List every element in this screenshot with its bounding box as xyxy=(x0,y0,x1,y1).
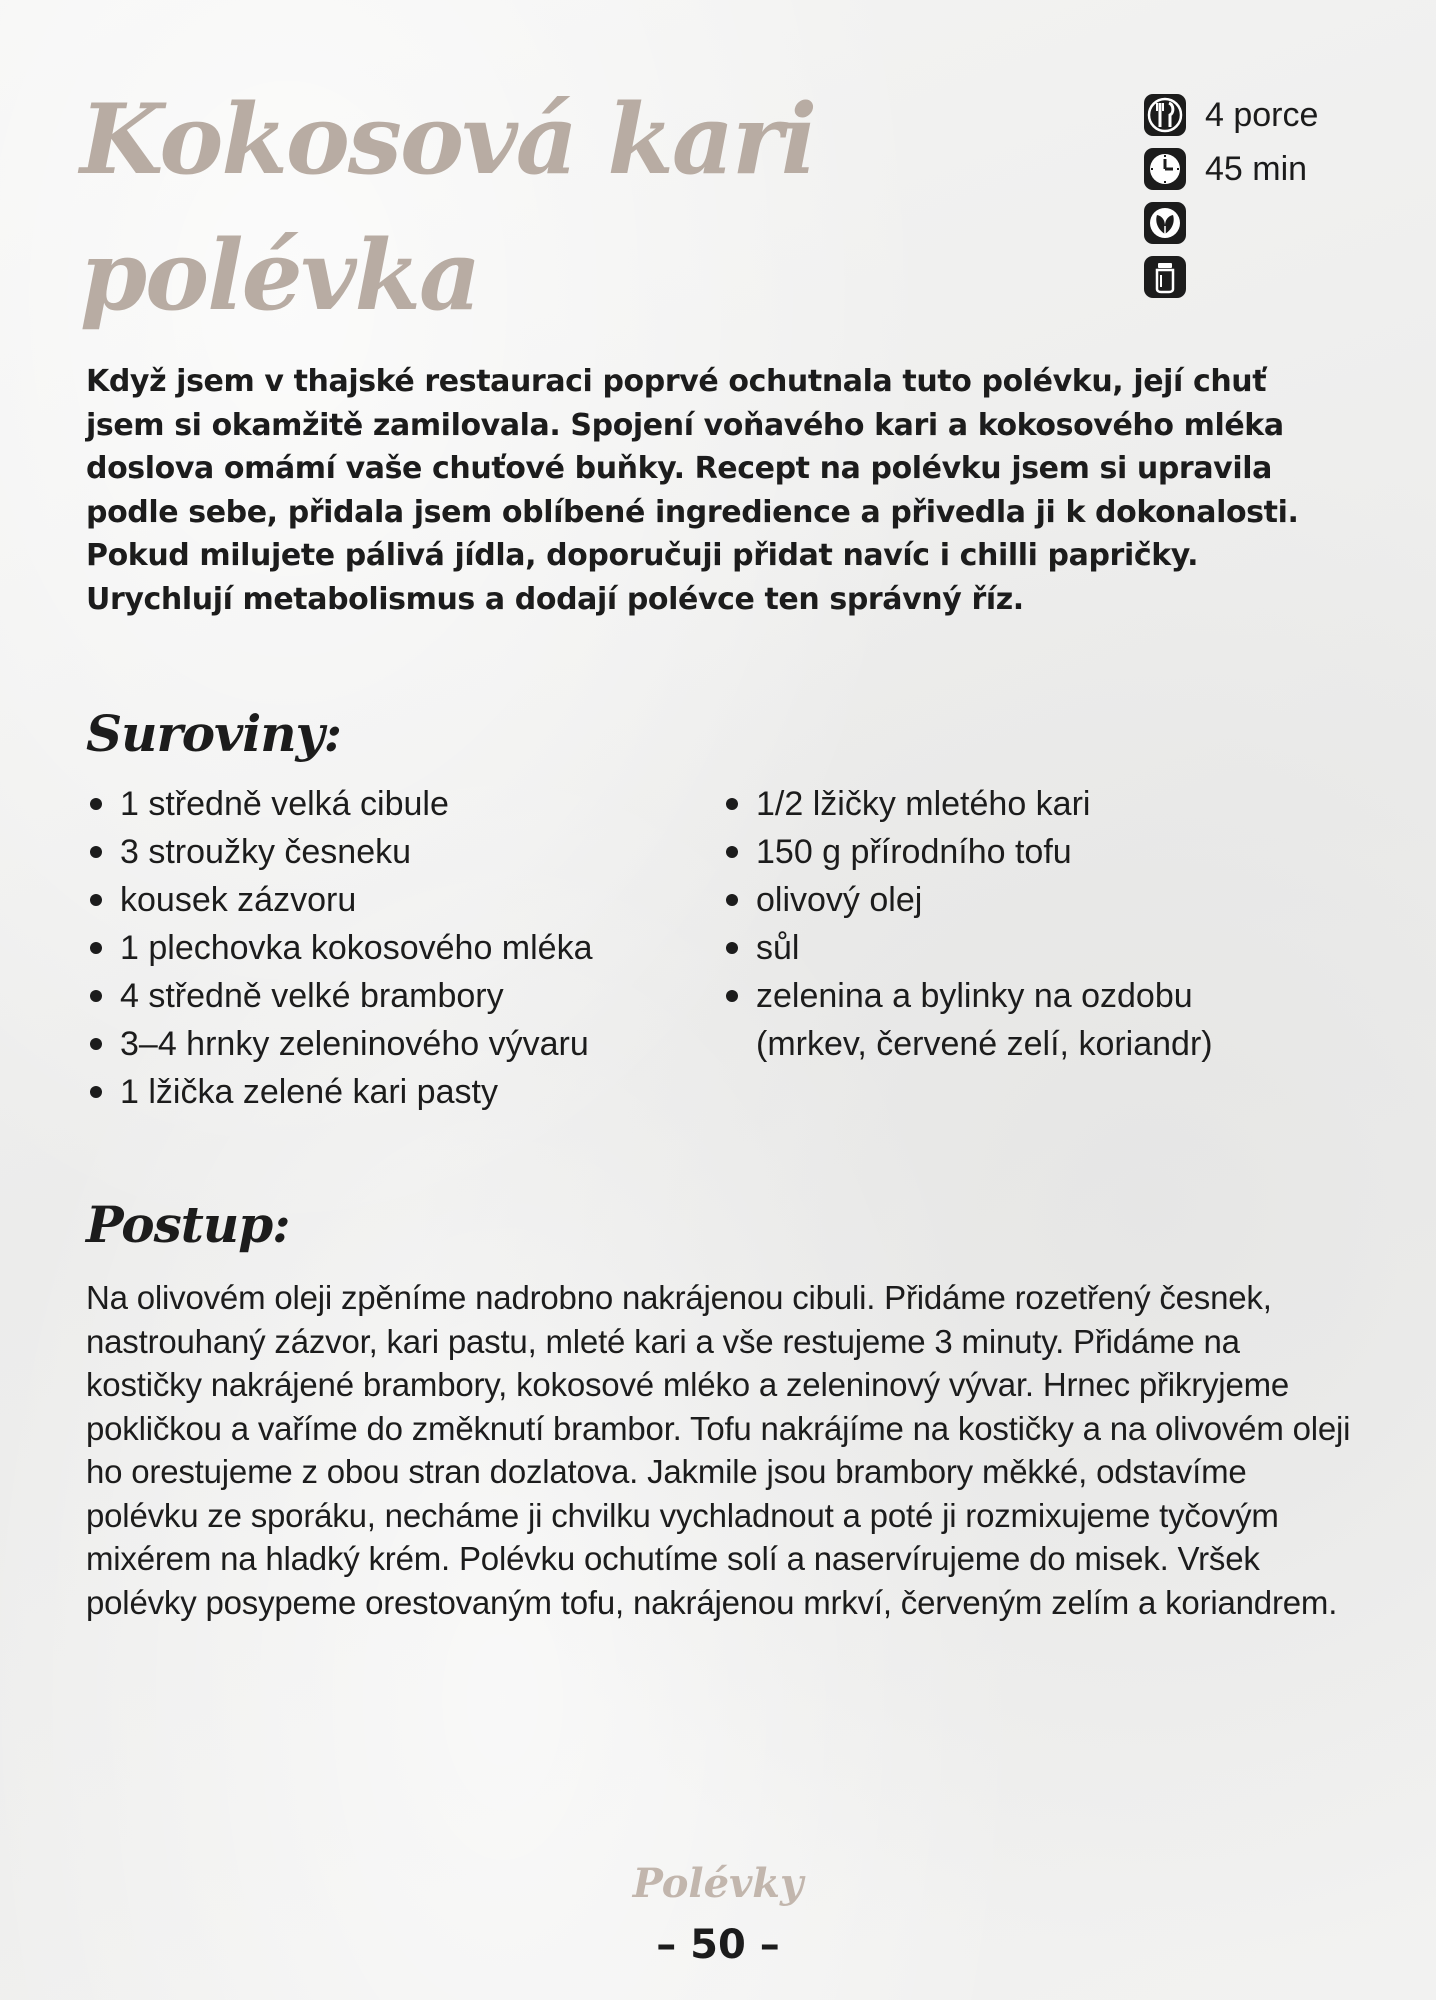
ingredient-item: 3 stroužky česneku xyxy=(86,828,686,876)
bullet-icon xyxy=(726,798,738,810)
ingredient-item: zelenina a bylinky na ozdobu (mrkev, červené zelí, koriandr) xyxy=(722,972,1276,1068)
ingredient-item: 1 plechovka kokosového mléka xyxy=(86,924,686,972)
recipe-steps: Na olivovém oleji zpěníme nadrobno nakrájenou cibuli. Přidáme rozetřený česnek, nastrouhaný zázvor, kari pastu, mleté kari a vše restujeme 3 minuty. Přidáme na kostičky nakrájené brambory, kokosové mléko a zeleninový vývar. Hrnec přikryjeme pokličkou a vaříme do změknutí brambor. Tofu nakrájíme na kostičky a na olivovém oleji ho orestujeme z obou stran dozlatova. Jakmile jsou brambory měkké, odstavíme polévku ze sporáku, necháme ji chvilku vychladnout a poté ji rozmixujeme tyčovým mixérem na hladký krém. Polévku ochutíme solí a naservírujeme do misek. Vršek polévky posypeme orestovaným tofu, nakrájenou mrkví, červeným zelím a koriandrem. xyxy=(86,1279,1351,1621)
time-text: 45 min xyxy=(1205,149,1308,188)
vegan-leaf-icon xyxy=(1143,201,1187,245)
bullet-icon xyxy=(90,990,102,1002)
meta-time xyxy=(1143,142,1403,196)
meta-jar xyxy=(1143,250,1403,304)
meta-servings xyxy=(1143,88,1403,142)
ingredient-item: 150 g přírodního tofu xyxy=(722,828,1322,876)
ingredient-item: kousek zázvoru xyxy=(86,876,686,924)
bullet-icon xyxy=(90,1038,102,1050)
ingredients-list-left xyxy=(86,780,686,1116)
steps-heading: Postup: xyxy=(86,1195,290,1254)
recipe-title-line2: polévka xyxy=(80,219,480,332)
cutlery-icon xyxy=(1143,93,1187,137)
recipe-meta xyxy=(1143,88,1403,304)
servings-text: 4 porce xyxy=(1205,95,1319,134)
ingredient-item: 1/2 lžičky mletého kari xyxy=(722,780,1322,828)
ingredients-list-right xyxy=(722,780,1322,1068)
ingredient-item: olivový olej xyxy=(722,876,1322,924)
ingredient-item: 4 středně velké brambory xyxy=(86,972,686,1020)
recipe-intro: Když jsem v thajské restauraci poprvé ochutnala tuto polévku, její chuť jsem si okamžitě zamilovala. Spojení voňavého kari a kokosového mléka doslova omámí vaše chuťové buňky. Recept na polévku jsem si upravila podle sebe, přidala jsem oblíbené ingredience a přivedla ji k dokonalosti. Pokud milujete pálivá jídla, doporučuji přidat navíc i chilli papričky. Urychlují metabolismus a dodají polévce ten správný říz. xyxy=(86,364,1299,617)
ingredient-item: 3–4 hrnky zeleninového vývaru xyxy=(86,1020,686,1068)
bullet-icon xyxy=(726,990,738,1002)
ingredient-item: 1 středně velká cibule xyxy=(86,780,686,828)
ingredient-item: sůl xyxy=(722,924,1322,972)
bullet-icon xyxy=(90,798,102,810)
bullet-icon xyxy=(726,894,738,906)
bullet-icon xyxy=(90,942,102,954)
bullet-icon xyxy=(726,942,738,954)
bullet-icon xyxy=(726,846,738,858)
bullet-icon xyxy=(90,894,102,906)
meta-vegan xyxy=(1143,196,1403,250)
ingredients-heading: Suroviny: xyxy=(86,704,342,763)
jar-icon xyxy=(1143,255,1187,299)
recipe-title xyxy=(80,72,980,344)
footer-section-name: Polévky xyxy=(632,1860,804,1907)
bullet-icon xyxy=(90,846,102,858)
clock-icon xyxy=(1143,147,1187,191)
bullet-icon xyxy=(90,1086,102,1098)
ingredient-item: 1 lžička zelené kari pasty xyxy=(86,1068,686,1116)
recipe-title-line1: Kokosová kari xyxy=(80,83,816,196)
page-number: – 50 – xyxy=(656,1922,780,1968)
